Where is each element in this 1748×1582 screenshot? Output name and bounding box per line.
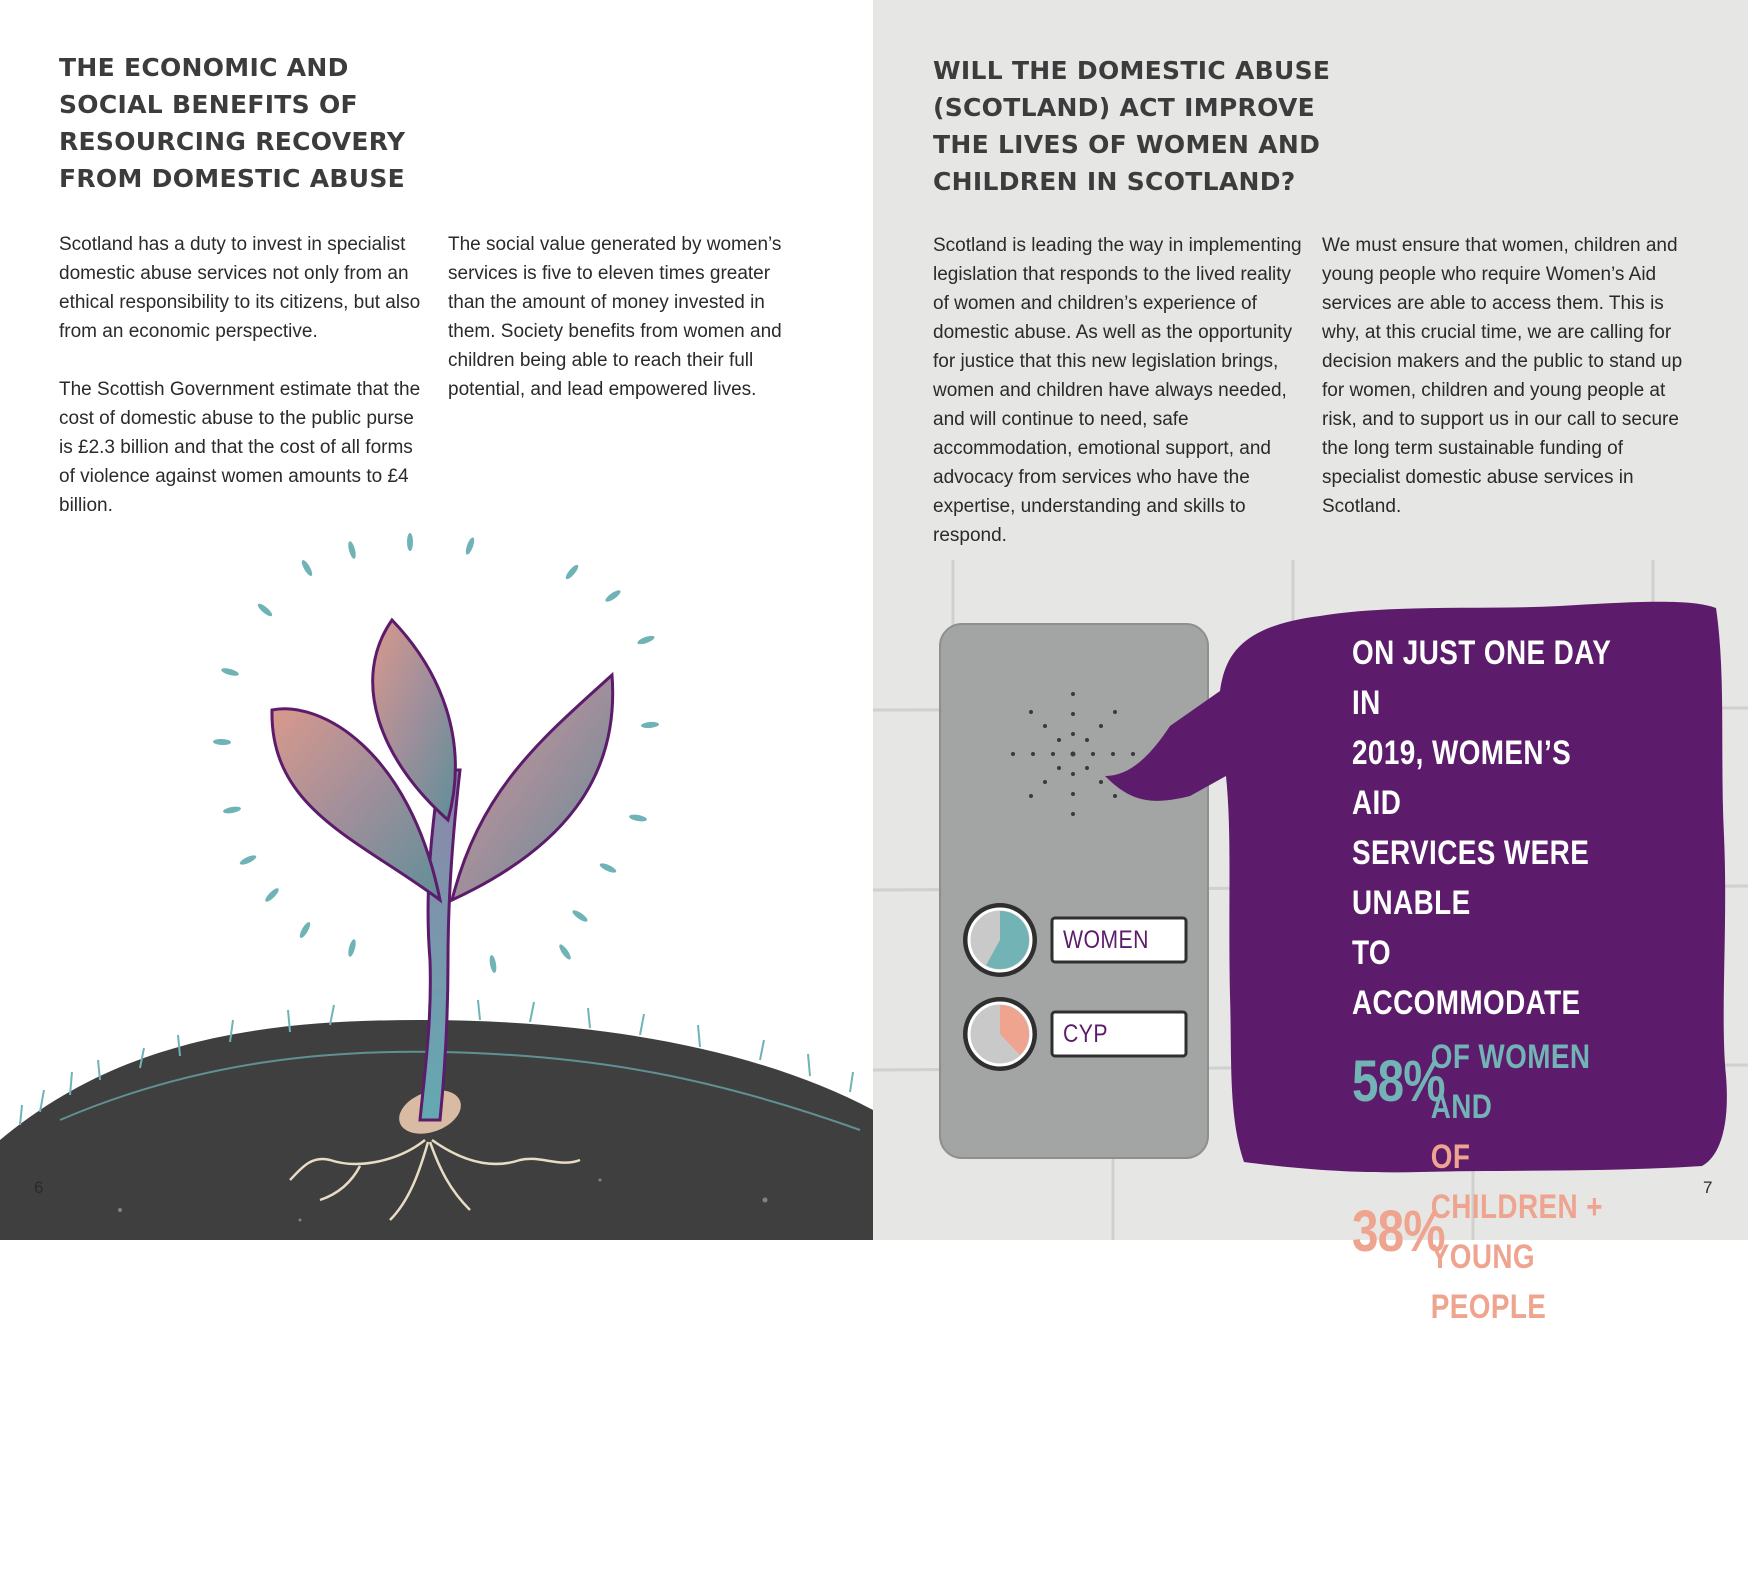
stat-women-label: OF WOMEN AND: [1430, 1038, 1591, 1126]
leaf-right: [452, 675, 613, 900]
callout-text: [1352, 628, 1614, 1582]
stat-cyp-label: [1431, 1132, 1615, 1332]
left-column-1: [59, 230, 431, 549]
paragraph: We must ensure that women, children and young people who require Women’s Aid services are able to access them. This is why, at this crucial time, we are calling for decision makers and the public to stand up for women, children and young people at risk, and to support us in our call to secure the long term sustainable funding of specialist domestic abuse services in Scotland.: [1322, 235, 1683, 517]
heading-line: SOCIAL BENEFITS OF: [59, 90, 358, 119]
paragraph: Scotland is leading the way in implementing legislation that responds to the lived reality of women and children’s experience of domestic abuse. As well as the opportunity for justice that this new legislation brings, women and children have always needed, and will continue to need, safe accommodation, emotional support, and advocacy from services who have the expertise, understanding and skills to respond.: [933, 235, 1302, 546]
callout-line: ON JUST ONE DAY IN: [1352, 634, 1611, 722]
heading-line: THE LIVES OF WOMEN AND: [933, 130, 1321, 159]
stat-cyp-percent: 38%: [1352, 1199, 1445, 1264]
callout-line: SERVICES WERE UNABLE: [1352, 834, 1590, 922]
right-column-2: [1322, 231, 1692, 550]
cyp-button-label: CYP: [1063, 1020, 1108, 1048]
stat-women: [1352, 1032, 1614, 1132]
callout-line: WHO REQUESTED: [1352, 1338, 1607, 1376]
stat-cyp-label-line: YOUNG PEOPLE: [1430, 1238, 1547, 1326]
women-button-label: WOMEN: [1063, 926, 1149, 954]
left-page: [0, 0, 873, 1240]
callout-line: 2019, WOMEN’S AID: [1352, 734, 1572, 822]
callout-line: TO ACCOMMODATE: [1352, 934, 1581, 1022]
right-column-1: [933, 231, 1305, 579]
heading-line: WILL THE DOMESTIC ABUSE: [933, 56, 1331, 85]
heading-line: (SCOTLAND) ACT IMPROVE: [933, 93, 1315, 122]
callout-line: REFUGE DUE TO LACK: [1352, 1388, 1587, 1476]
stat-cyp: [1352, 1132, 1614, 1332]
heading-line: RESOURCING RECOVERY: [59, 127, 406, 156]
left-column-2: [448, 230, 798, 433]
callout-line: OF AVAILABLE SPACE: [1352, 1488, 1558, 1576]
paragraph: The Scottish Government estimate that the cost of domestic abuse to the public purse is £2.3 billion and that the cost of all forms of violence against women amounts to £4 billion.: [59, 379, 421, 516]
left-page-heading: [59, 49, 405, 197]
seedling-illustration: [0, 520, 873, 1240]
page-number: 7: [1703, 1178, 1713, 1197]
heading-line: THE ECONOMIC AND: [59, 53, 349, 82]
heading-line: CHILDREN IN SCOTLAND?: [933, 167, 1296, 196]
paragraph: Scotland has a duty to invest in specialist domestic abuse services not only from an ethical responsibility to its citizens, but also from an economic perspective.: [59, 234, 421, 342]
heading-line: FROM DOMESTIC ABUSE: [59, 164, 406, 193]
page-number: 6: [34, 1178, 44, 1197]
right-page-heading: [933, 52, 1330, 200]
paragraph: The social value generated by women’s services is five to eleven times greater than the amount of money invested in them. Society benefits from women and children being able to reach their full potential, and lead empowered lives.: [448, 234, 782, 400]
stat-cyp-label-line: OF CHILDREN +: [1430, 1138, 1603, 1226]
stat-women-percent: 58%: [1352, 1049, 1445, 1114]
